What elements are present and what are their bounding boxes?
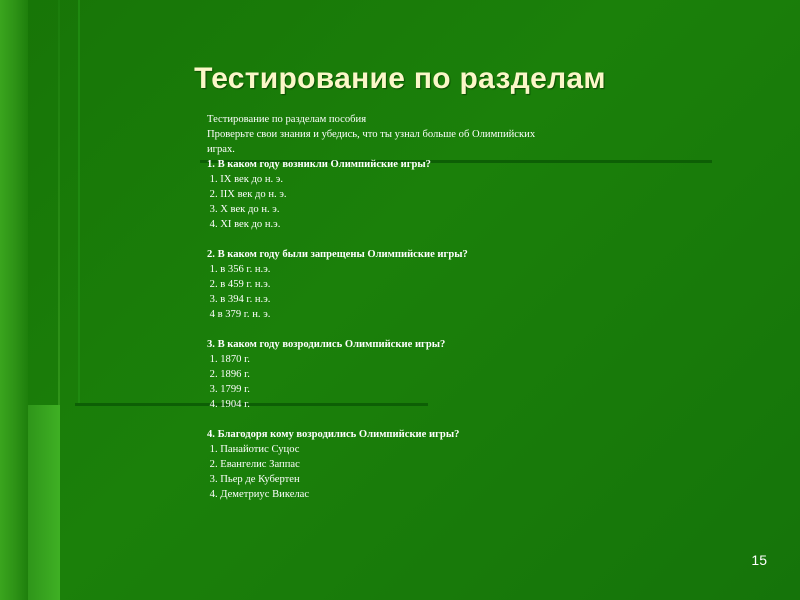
slide-content	[207, 112, 627, 502]
answer-option: 3. Пьер де Кубертен	[207, 474, 300, 485]
answer-option: 4. Деметриус Викелас	[207, 489, 310, 500]
answer-option: 2. в 459 г. н.э.	[207, 279, 271, 290]
answer-option: 1. в 356 г. н.э.	[207, 264, 271, 275]
answer-option: 2. Евангелис Заппас	[207, 459, 300, 470]
question-4: 4. Благодоря кому возродились Олимпийские игры?	[207, 429, 460, 440]
intro-line: Проверьте свои знания и убедись, что ты узнал больше об Олимпийских	[207, 129, 536, 140]
question-2: 2. В каком году были запрещены Олимпийские игры?	[207, 249, 468, 260]
intro-line: играх.	[207, 144, 235, 155]
answer-option: 1. 1870 г.	[207, 354, 250, 365]
answer-option: 1. Панайотис Суцос	[207, 444, 300, 455]
answer-option: 4 в 379 г. н. э.	[207, 309, 271, 320]
answer-option: 4. 1904 г.	[207, 399, 250, 410]
answer-option: 2. IIX век до н. э.	[207, 189, 287, 200]
answer-option: 2. 1896 г.	[207, 369, 250, 380]
question-1: 1. В каком году возникли Олимпийские игры?	[207, 159, 431, 170]
question-3: 3. В каком году возродились Олимпийские игры?	[207, 339, 446, 350]
answer-option: 1. IX век до н. э.	[207, 174, 284, 185]
slide-title: Тестирование по разделам	[194, 62, 606, 95]
answer-option: 3. X век до н. э.	[207, 204, 280, 215]
intro-line: Тестирование по разделам пособия	[207, 114, 367, 125]
answer-option: 3. в 394 г. н.э.	[207, 294, 271, 305]
answer-option: 4. XI век до н.э.	[207, 219, 281, 230]
page-number: 15	[751, 552, 767, 568]
decorative-vertical-line	[78, 0, 80, 405]
answer-option: 3. 1799 г.	[207, 384, 250, 395]
decorative-lower-block	[28, 405, 60, 600]
